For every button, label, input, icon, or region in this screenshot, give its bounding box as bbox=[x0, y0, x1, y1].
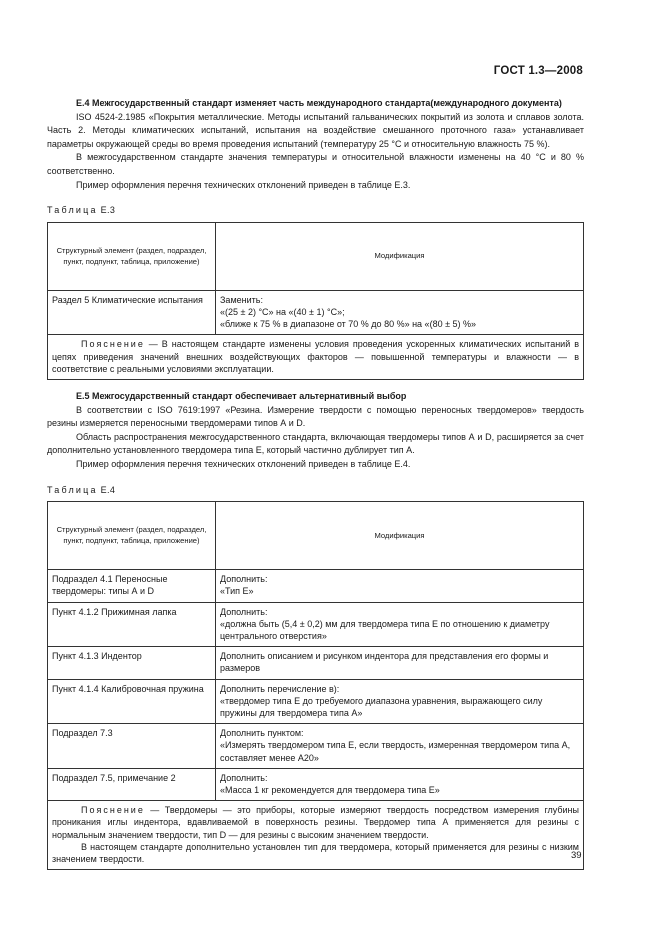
table-e4-row-0-element: Подраздел 4.1 Переносные твердомеры: типы А и D bbox=[48, 570, 216, 602]
modification-line: «должна быть (5,4 ± 0,2) мм для твердомера типа Е по отношению к диаметру центрального отверстия» bbox=[220, 618, 550, 641]
table-row bbox=[48, 647, 584, 679]
table-row bbox=[48, 679, 584, 724]
table-e4-caption-number: Е.4 bbox=[100, 484, 116, 495]
table-e4-caption bbox=[47, 484, 584, 498]
section-e5-paragraph-2: Область распространения межгосударственного стандарта, включающая твердомеры типов А и D, расширяется за счет дополнительно установленного твердомера типа Е, который частично дублирует тип А. bbox=[47, 431, 584, 456]
table-e3-caption-number: Е.3 bbox=[100, 205, 116, 216]
note-label: Пояснение bbox=[81, 805, 145, 816]
note-label: Пояснение bbox=[81, 339, 145, 350]
table-e3-col1-header: Структурный элемент (раздел, подраздел, пункт, подпункт, таблица, приложение) bbox=[48, 222, 216, 290]
table-e3-row-0-modification bbox=[216, 290, 584, 335]
table-e4-col1-header: Структурный элемент (раздел, подраздел, пункт, подпункт, таблица, приложение) bbox=[48, 502, 216, 570]
modification-line: «твердомер типа Е до требуемого диапазона уравнения, выражающего силу пружины для твердомера типа А» bbox=[220, 695, 543, 718]
section-e5-paragraph-1: В соответствии с ISO 7619:1997 «Резина. Измерение твердости с помощью переносных твердомеров» твердость резины измеряется переносными твердомерами типов А и D. bbox=[47, 404, 584, 429]
table-e4-row-2-element: Пункт 4.1.3 Индентор bbox=[48, 647, 216, 679]
table-e3-note bbox=[48, 335, 584, 380]
modification-line: Дополнить: bbox=[220, 574, 268, 585]
table-e4-header-row bbox=[48, 502, 584, 570]
table-e4-caption-word: Таблица bbox=[47, 484, 98, 495]
modification-line: «Измерять твердомером типа Е, если твердость, измеренная твердомером типа А, составляет менее А20» bbox=[220, 740, 571, 763]
section-e5-heading: Е.5 Межгосударственный стандарт обеспечивает альтернативный выбор bbox=[76, 390, 407, 401]
modification-line: Заменить: bbox=[220, 294, 263, 305]
note-text: — Твердомеры — это приборы, которые измеряют твердость посредством измерения глубины проникания иглы индентора, вдавливаемой в поверхность резины. Твердомер типа А применяется для резины с нормальным значением твердости, тип D — для резины с высоким значением твердости. bbox=[52, 805, 579, 840]
table-e4 bbox=[47, 501, 584, 870]
modification-line: «ближе к 75 % в диапазоне от 70 % до 80 %» на «(80 ± 5) %» bbox=[220, 319, 477, 330]
table-e4-row-1-modification bbox=[216, 602, 584, 647]
table-e3-col2-header: Модификация bbox=[216, 222, 584, 290]
table-row bbox=[48, 570, 584, 602]
table-e4-note-paragraph-2: В настоящем стандарте дополнительно установлен тип для твердомера, который применяется для резины с низким значением твердости. bbox=[52, 841, 579, 864]
table-e3-caption-word: Таблица bbox=[47, 205, 98, 216]
table-e4-row-2-modification bbox=[216, 647, 584, 679]
table-row bbox=[48, 768, 584, 800]
table-e4-note-row bbox=[48, 801, 584, 870]
section-e4-paragraph-3: Пример оформления перечня технических отклонений приведен в таблице Е.3. bbox=[76, 179, 411, 190]
table-e3-note-paragraph bbox=[52, 338, 579, 375]
modification-line: Дополнить: bbox=[220, 606, 268, 617]
table-e4-note bbox=[48, 801, 584, 870]
page-number: 39 bbox=[571, 850, 582, 861]
table-e4-row-0-modification bbox=[216, 570, 584, 602]
modification-line: «Масса 1 кг рекомендуется для твердомера типа Е» bbox=[220, 784, 440, 795]
table-e4-row-3-modification bbox=[216, 679, 584, 724]
table-e3-note-row bbox=[48, 335, 584, 380]
modification-line: «(25 ± 2) °С» на «(40 ± 1) °С»; bbox=[220, 306, 345, 317]
table-e4-row-5-element: Подраздел 7.5, примечание 2 bbox=[48, 768, 216, 800]
document-code: ГОСТ 1.3—2008 bbox=[493, 65, 583, 77]
modification-line: Дополнить пунктом: bbox=[220, 728, 304, 739]
modification-line: Дополнить: bbox=[220, 772, 268, 783]
table-e4-row-4-element: Подраздел 7.3 bbox=[48, 724, 216, 769]
table-e3 bbox=[47, 222, 584, 380]
table-e4-row-4-modification bbox=[216, 724, 584, 769]
table-row bbox=[48, 602, 584, 647]
table-e3-row-0-element: Раздел 5 Климатические испытания bbox=[48, 290, 216, 335]
modification-line: Дополнить перечисление в): bbox=[220, 683, 340, 694]
table-row bbox=[48, 290, 584, 335]
table-e4-row-1-element: Пункт 4.1.2 Прижимная лапка bbox=[48, 602, 216, 647]
modification-line: Дополнить описанием и рисунком индентора для представления его формы и размеров bbox=[220, 651, 549, 674]
section-e4-paragraph-2: В межгосударственном стандарте значения температуры и относительной влажности изменены на 40 °С и 80 % соответственно. bbox=[47, 152, 584, 176]
section-e4-paragraph-1: ISO 4524-2.1985 «Покрытия металлические. Методы испытаний гальванических покрытий из золота и сплавов золота. Часть 2. Методы климатических испытаний, испытания на воздействие смешанного проточного газа» устанавливает параметры окружающей среды во время проведения испытаний (температуру 25 °С и относительную влажность 75 %). bbox=[47, 111, 584, 149]
table-e4-col2-header: Модификация bbox=[216, 502, 584, 570]
table-e3-header-row bbox=[48, 222, 584, 290]
table-e4-row-5-modification bbox=[216, 768, 584, 800]
table-row bbox=[48, 724, 584, 769]
section-e5-paragraph-3: Пример оформления перечня технических отклонений приведен в таблице Е.4. bbox=[76, 458, 411, 469]
table-e3-caption bbox=[47, 204, 584, 218]
section-e4-heading: Е.4 Межгосударственный стандарт изменяет часть международного стандарта(международного документа) bbox=[76, 98, 562, 108]
table-e4-row-3-element: Пункт 4.1.4 Калибровочная пружина bbox=[48, 679, 216, 724]
page-content bbox=[47, 97, 584, 870]
note-text: — В настоящем стандарте изменены условия проведения ускоренных климатических испытаний в цепях приведения значений внешних воздействующих факторов — повышенной температуры и влажности — в соответствие с реальными условиями эксплуатации. bbox=[52, 339, 579, 374]
modification-line: «Тип Е» bbox=[220, 586, 254, 597]
table-e4-note-paragraph-1 bbox=[52, 804, 579, 841]
